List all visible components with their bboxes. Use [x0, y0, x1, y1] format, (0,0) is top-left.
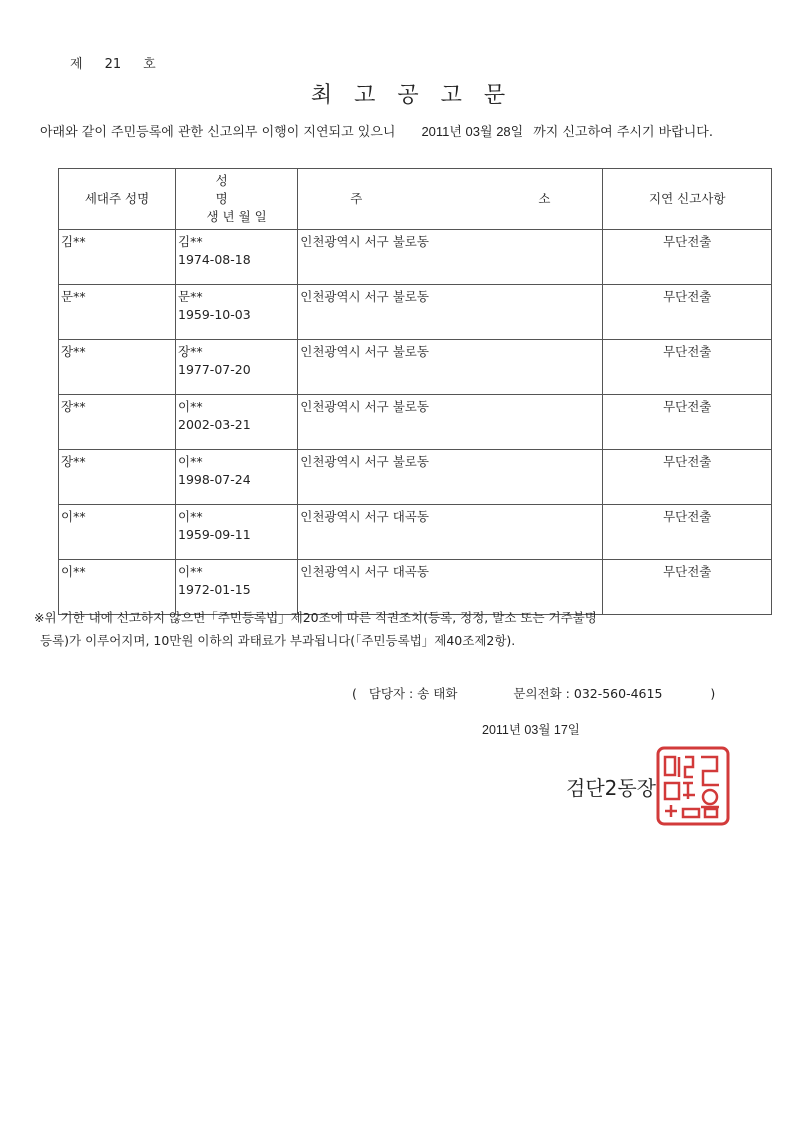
header-birth: 생 년 월 일 — [206, 209, 267, 224]
header-name: 성 명 — [215, 173, 258, 206]
table-row — [59, 230, 772, 285]
cell-birth: 2002-03-21 — [178, 417, 251, 432]
note-line-1: ※위 기한 내에 신고하지 않으면「주민등록법」제20조에 따른 직권조치(등록, 정정, 말소 또는 거주불명 — [34, 610, 597, 625]
cell-name-birth — [176, 505, 298, 560]
table-row — [59, 340, 772, 395]
deadline-date: 2011년 03월 28일 — [421, 124, 524, 139]
cell-birth: 1998-07-24 — [178, 472, 251, 487]
paren-open: ( — [352, 686, 357, 701]
cell-householder: 장** — [59, 395, 176, 450]
issued-date: 2011년 03월 17일 — [482, 723, 580, 737]
intro-text: 아래와 같이 주민등록에 관한 신고의무 이행이 지연되고 있으니 — [40, 125, 396, 140]
cell-birth: 1959-09-11 — [178, 527, 251, 542]
cell-name-birth — [176, 340, 298, 395]
header-name-birth — [176, 169, 298, 230]
header-address-left: 주 — [350, 191, 363, 206]
cell-address: 인천광역시 서구 대곡동 — [298, 505, 603, 560]
table-row — [59, 450, 772, 505]
cell-householder: 문** — [59, 285, 176, 340]
cell-name: 김** — [178, 234, 203, 249]
number-value: 21 — [104, 57, 122, 72]
signatory: 검단2동장 — [566, 776, 657, 800]
header-address — [298, 169, 603, 230]
cell-address: 인천광역시 서구 불로동 — [298, 395, 603, 450]
overdue-table — [58, 168, 772, 615]
header-householder: 세대주 성명 — [59, 169, 176, 230]
cell-delay: 무단전출 — [603, 450, 772, 505]
cell-name-birth — [176, 230, 298, 285]
cell-birth: 1959-10-03 — [178, 307, 251, 322]
cell-name: 이** — [178, 509, 203, 524]
official-seal-icon — [655, 745, 731, 827]
cell-name: 이** — [178, 564, 203, 579]
page-title: 최고공고문 — [310, 83, 528, 108]
cell-householder: 김** — [59, 230, 176, 285]
table-row — [59, 505, 772, 560]
header-delay: 지연 신고사항 — [603, 169, 772, 230]
warning-note — [34, 606, 774, 652]
cell-birth: 1972-01-15 — [178, 582, 251, 597]
cell-householder: 장** — [59, 450, 176, 505]
cell-name: 이** — [178, 399, 203, 414]
cell-householder: 장** — [59, 340, 176, 395]
cell-delay: 무단전출 — [603, 230, 772, 285]
number-suffix: 호 — [143, 57, 156, 72]
contact-info — [352, 684, 715, 702]
cell-birth: 1974-08-18 — [178, 252, 251, 267]
paren-close: ) — [710, 686, 716, 701]
cell-name: 문** — [178, 289, 203, 304]
cell-name-birth — [176, 450, 298, 505]
cell-address: 인천광역시 서구 불로동 — [298, 450, 603, 505]
cell-name-birth — [176, 395, 298, 450]
table-row — [59, 395, 772, 450]
notice-number — [70, 53, 178, 72]
cell-householder: 이** — [59, 505, 176, 560]
cell-delay: 무단전출 — [603, 340, 772, 395]
intro-paragraph — [40, 121, 780, 144]
cell-birth: 1977-07-20 — [178, 362, 251, 377]
table-header — [59, 169, 772, 230]
header-address-right: 소 — [538, 191, 551, 206]
cell-delay: 무단전출 — [603, 285, 772, 340]
contact-phone: 문의전화 : 032-560-4615 — [513, 686, 663, 701]
contact-person: 담당자 : 송 태화 — [368, 686, 458, 701]
cell-delay: 무단전출 — [603, 395, 772, 450]
cell-delay: 무단전출 — [603, 505, 772, 560]
number-prefix: 제 — [70, 57, 83, 72]
cell-name: 장** — [178, 344, 203, 359]
note-line-2: 등록)가 이루어지며, 10만원 이하의 과태료가 부과됩니다(「주민등록법」제40조제2항). — [40, 633, 516, 648]
cell-address: 인천광역시 서구 불로동 — [298, 230, 603, 285]
cell-address: 인천광역시 서구 대곡동 — [298, 560, 603, 615]
cell-name-birth — [176, 285, 298, 340]
cell-delay: 무단전출 — [603, 560, 772, 615]
table-row — [59, 285, 772, 340]
cell-address: 인천광역시 서구 불로동 — [298, 285, 603, 340]
cell-address: 인천광역시 서구 불로동 — [298, 340, 603, 395]
intro-text-after: 까지 신고하여 주시기 바랍니다. — [533, 125, 714, 140]
cell-householder: 이** — [59, 560, 176, 615]
cell-name: 이** — [178, 454, 203, 469]
